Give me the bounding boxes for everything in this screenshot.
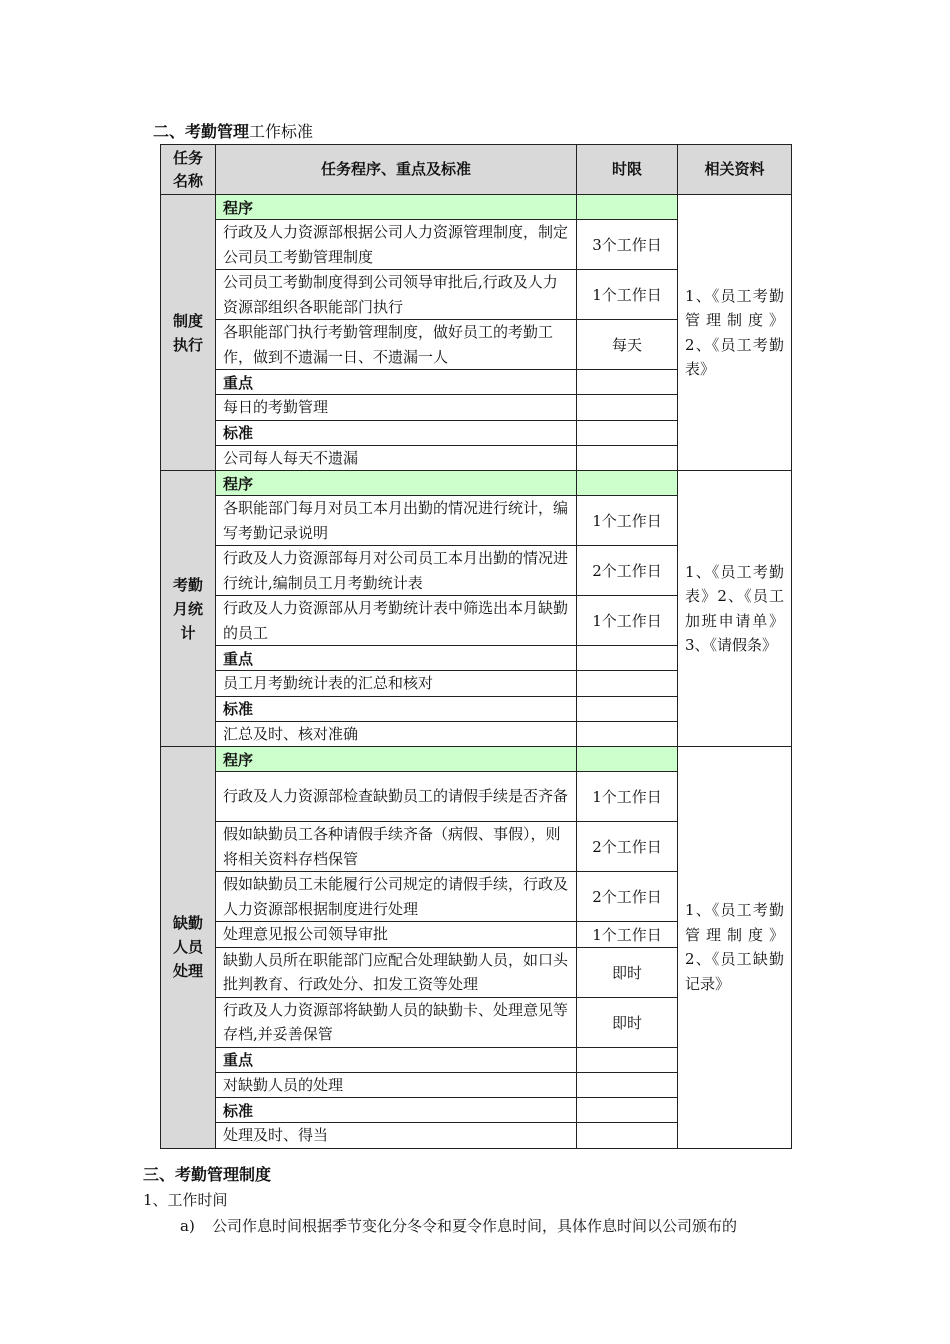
header-references: 相关资料: [678, 145, 792, 195]
time-cell: [577, 1047, 678, 1072]
standard-text: 公司每人每天不遗漏: [216, 445, 577, 471]
section-title-bold: 二、考勤管理: [153, 122, 250, 141]
subsection-work-hours: 1、工作时间: [143, 1191, 228, 1209]
time-cell: 1个工作日: [577, 922, 678, 948]
procedure-text: 缺勤人员所在职能部门应配合处理缺勤人员，如口头批判教育、行政处分、扣发工资等处理: [216, 947, 577, 997]
time-cell: [577, 747, 678, 772]
time-cell: 即时: [577, 947, 678, 997]
time-cell: 每天: [577, 320, 678, 370]
time-cell: 1个工作日: [577, 596, 678, 646]
time-cell: [577, 696, 678, 721]
procedure-label: 程序: [216, 747, 577, 772]
key-point-text: 员工月考勤统计表的汇总和核对: [216, 671, 577, 697]
references-cell: 1、《员工考勤表》2、《员工加班申请单》3、《请假条》: [678, 471, 792, 747]
standard-label: 标准: [216, 1098, 577, 1123]
table-row: [161, 747, 792, 772]
time-cell: 1个工作日: [577, 496, 678, 546]
task-name-cell: 制度执行: [161, 195, 216, 471]
time-cell: [577, 1072, 678, 1098]
time-cell: [577, 721, 678, 747]
time-cell: 2个工作日: [577, 822, 678, 872]
time-cell: [577, 420, 678, 445]
time-cell: 1个工作日: [577, 270, 678, 320]
list-item: [180, 1215, 737, 1237]
time-cell: [577, 445, 678, 471]
table-row: [161, 471, 792, 496]
time-cell: 2个工作日: [577, 546, 678, 596]
procedure-text: 行政及人力资源部从月考勤统计表中筛选出本月缺勤的员工: [216, 596, 577, 646]
key-point-label: 重点: [216, 370, 577, 395]
list-marker: a): [180, 1217, 195, 1235]
references-cell: 1、《员工考勤管理制度》2、《员工考勤表》: [678, 195, 792, 471]
procedure-text: 行政及人力资源部将缺勤人员的缺勤卡、处理意见等存档,并妥善保管: [216, 997, 577, 1047]
time-cell: [577, 370, 678, 395]
standard-label: 标准: [216, 696, 577, 721]
task-name-cell: 考勤月统计: [161, 471, 216, 747]
key-point-label: 重点: [216, 1047, 577, 1072]
header-task-name: 任务名称: [161, 145, 216, 195]
time-cell: [577, 395, 678, 421]
section-3-title: 三、考勤管理制度: [143, 1165, 272, 1184]
standard-text: 汇总及时、核对准确: [216, 721, 577, 747]
section-title: [153, 121, 313, 143]
procedure-text: 行政及人力资源部检查缺勤员工的请假手续是否齐备: [216, 772, 577, 822]
time-cell: [577, 646, 678, 671]
procedure-label: 程序: [216, 195, 577, 220]
standard-text: 处理及时、得当: [216, 1123, 577, 1149]
key-point-label: 重点: [216, 646, 577, 671]
time-cell: 1个工作日: [577, 772, 678, 822]
task-name-cell: 缺勤人员处理: [161, 747, 216, 1149]
key-point-text: 对缺勤人员的处理: [216, 1072, 577, 1098]
work-standard-table: [160, 144, 792, 1149]
standard-label: 标准: [216, 420, 577, 445]
header-procedure: 任务程序、重点及标准: [216, 145, 577, 195]
key-point-text: 每日的考勤管理: [216, 395, 577, 421]
time-cell: 3个工作日: [577, 220, 678, 270]
time-cell: [577, 471, 678, 496]
procedure-text: 各职能部门执行考勤管理制度，做好员工的考勤工作，做到不遗漏一日、不遗漏一人: [216, 320, 577, 370]
procedure-text: 处理意见报公司领导审批: [216, 922, 577, 948]
list-item-text: 公司作息时间根据季节变化分冬令和夏令作息时间，具体作息时间以公司颁布的: [212, 1217, 738, 1235]
procedure-text: 行政及人力资源部根据公司人力资源管理制度，制定公司员工考勤管理制度: [216, 220, 577, 270]
time-cell: 2个工作日: [577, 872, 678, 922]
time-cell: [577, 671, 678, 697]
procedure-text: 各职能部门每月对员工本月出勤的情况进行统计，编写考勤记录说明: [216, 496, 577, 546]
procedure-text: 行政及人力资源部每月对公司员工本月出勤的情况进行统计,编制员工月考勤统计表: [216, 546, 577, 596]
table-row: [161, 195, 792, 220]
references-cell: 1、《员工考勤管理制度》2、《员工缺勤记录》: [678, 747, 792, 1149]
header-time-limit: 时限: [577, 145, 678, 195]
procedure-text: 假如缺勤员工各种请假手续齐备（病假、事假），则将相关资料存档保管: [216, 822, 577, 872]
time-cell: 即时: [577, 997, 678, 1047]
time-cell: [577, 1098, 678, 1123]
section-title-normal: 工作标准: [249, 122, 314, 141]
time-cell: [577, 195, 678, 220]
procedure-text: 公司员工考勤制度得到公司领导审批后,行政及人力资源部组织各职能部门执行: [216, 270, 577, 320]
procedure-text: 假如缺勤员工未能履行公司规定的请假手续，行政及人力资源部根据制度进行处理: [216, 872, 577, 922]
procedure-label: 程序: [216, 471, 577, 496]
time-cell: [577, 1123, 678, 1149]
